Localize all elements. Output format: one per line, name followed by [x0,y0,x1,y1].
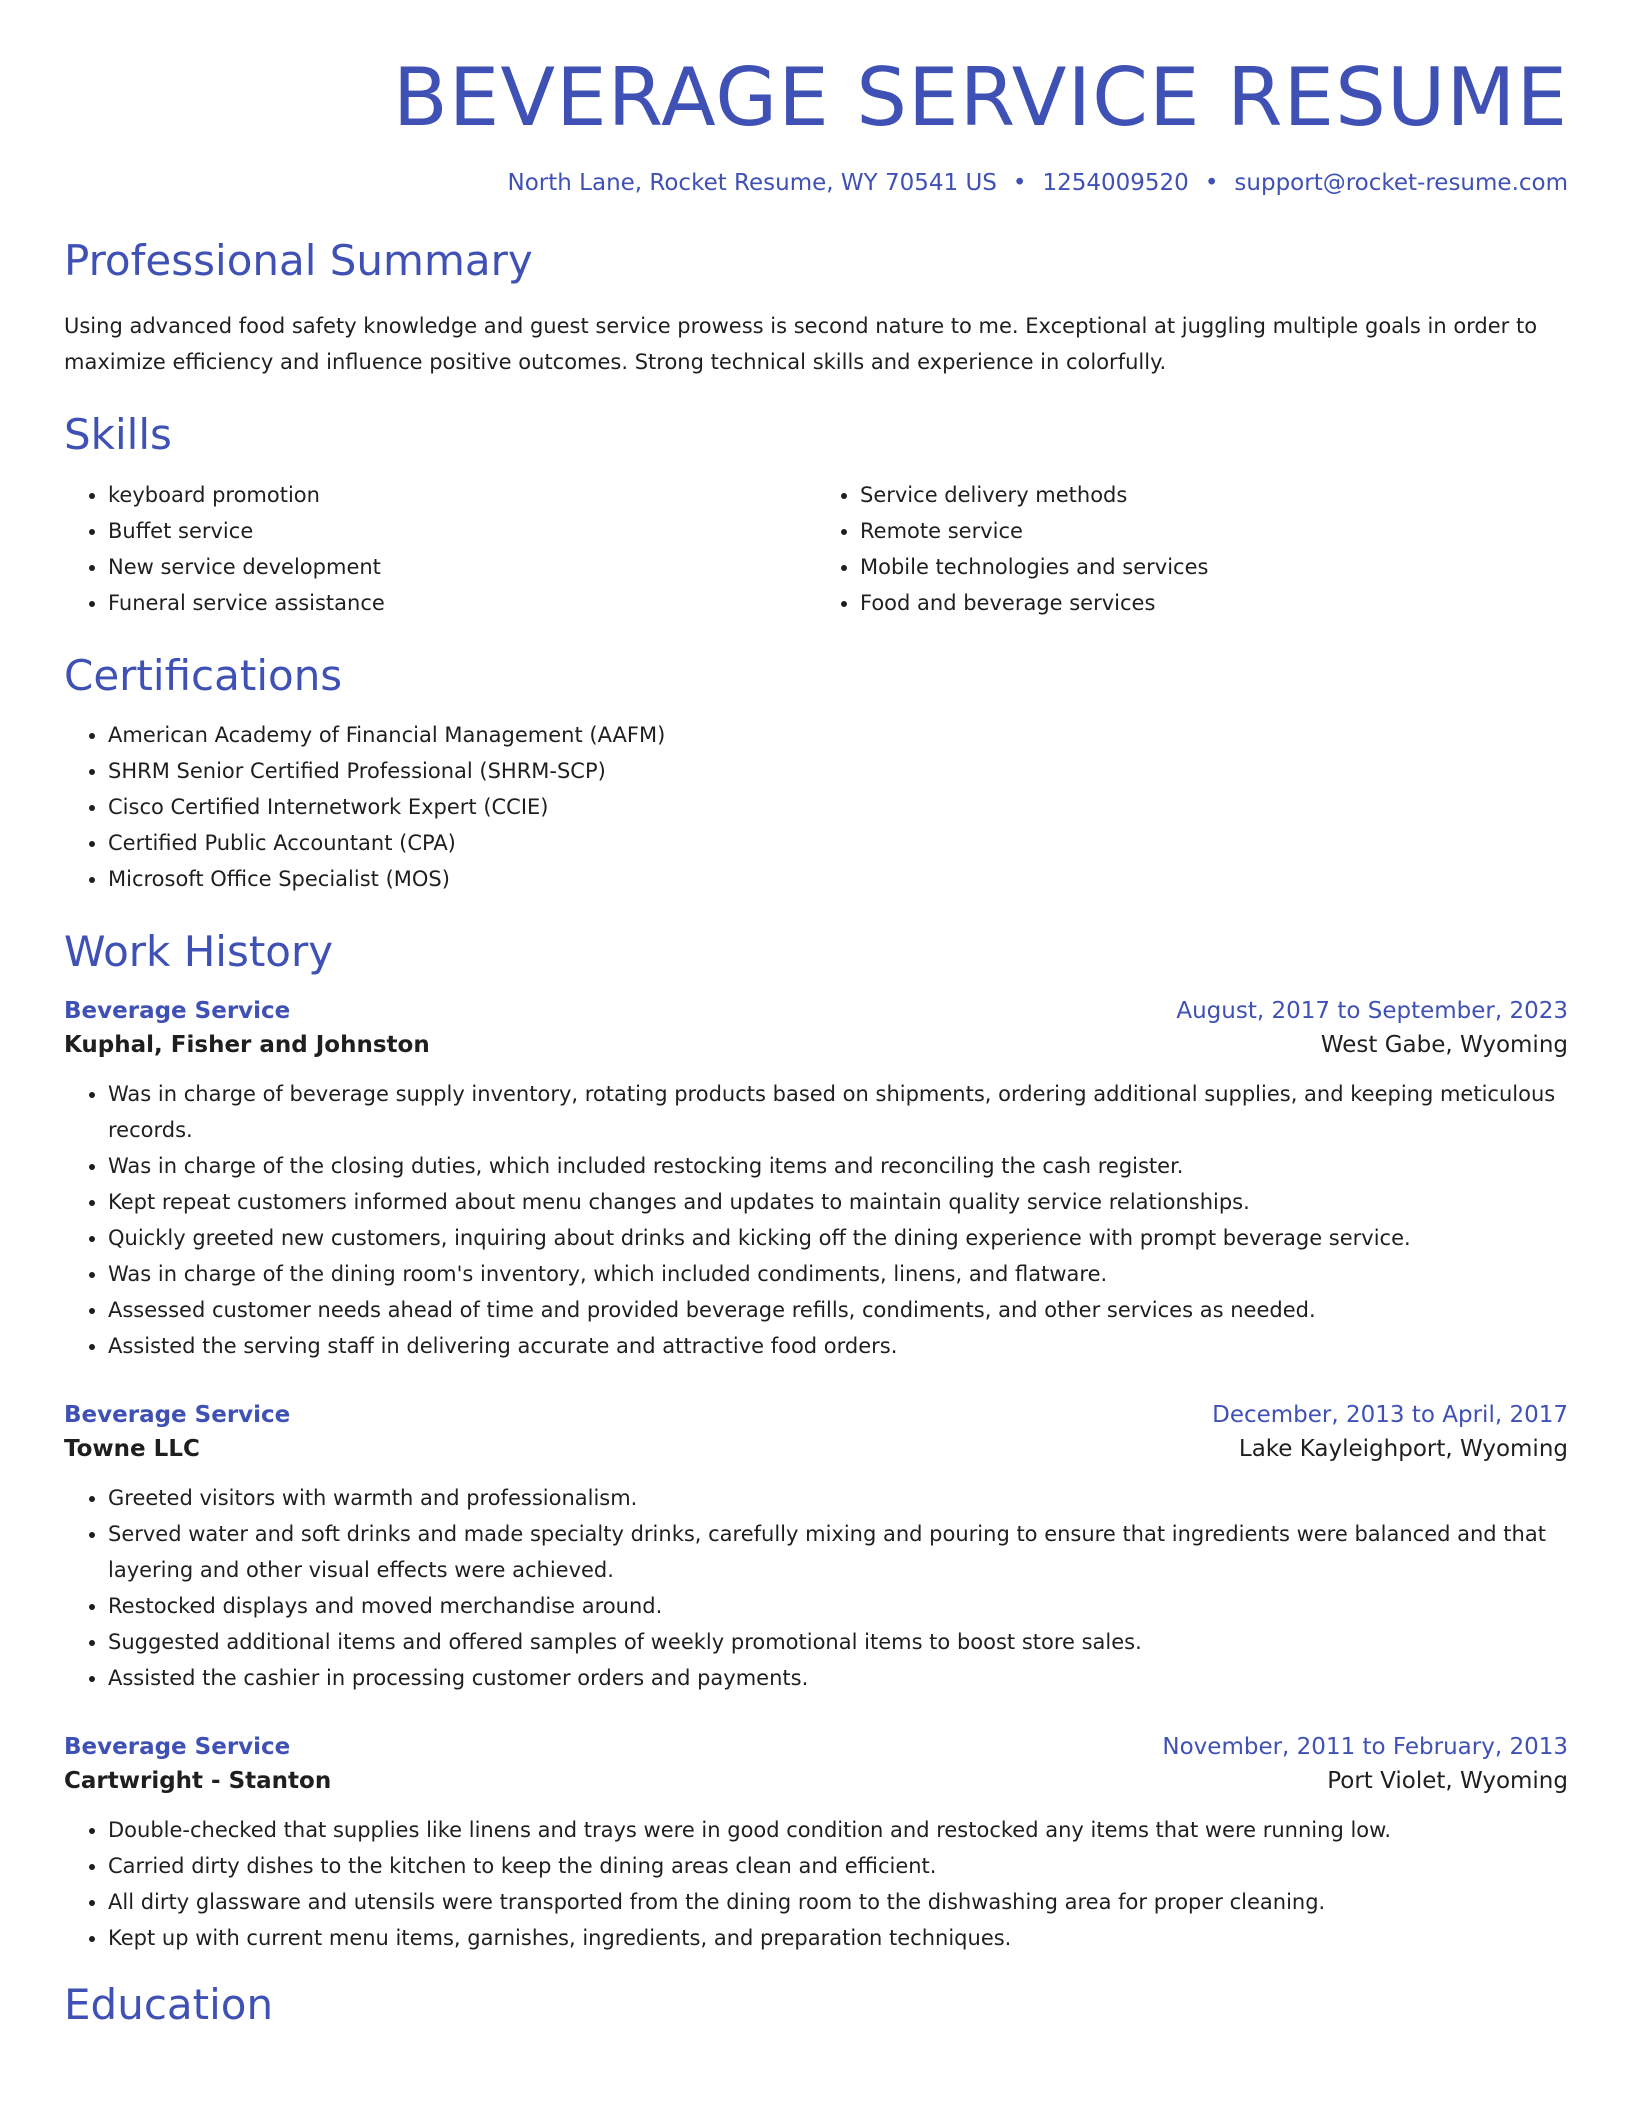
contact-separator: • [1012,170,1027,196]
education-heading: Education [64,1979,274,2029]
job-bullet: • Assisted the serving staff in delivering accurate and attractive food orders. [108,1328,1568,1364]
certification-item: • Microsoft Office Specialist (MOS) [108,861,1568,897]
job-bullet: • Restocked displays and moved merchandise around. [108,1588,1568,1624]
certification-item: • SHRM Senior Certified Professional (SHRM-SCP) [108,753,1568,789]
job-bullet: • Suggested additional items and offered samples of weekly promotional items to boost store sales. [108,1624,1568,1660]
resume-header [64,0,1568,196]
job-bullet: • Assessed customer needs ahead of time and provided beverage refills, condiments, and other services as needed. [108,1292,1568,1328]
job-title: Beverage Service [64,997,291,1024]
job-company: Kuphal, Fisher and Johnston [64,1031,430,1058]
skill-item: • Funeral service assistance [108,585,816,621]
job-location: Lake Kayleighport, Wyoming [1238,1435,1568,1462]
skill-item: • Service delivery methods [860,477,1568,513]
skills-list-right [816,477,1568,621]
skill-item: • Remote service [860,513,1568,549]
job-bullets [64,1076,1568,1364]
certification-item: • American Academy of Financial Management (AAFM) [108,717,1568,753]
job-bullet: • Quickly greeted new customers, inquiring about drinks and kicking off the dining experience with prompt beverage service. [108,1220,1568,1256]
contact-line [64,170,1568,196]
contact-address: North Lane, Rocket Resume, WY 70541 US [507,170,997,196]
skills-heading: Skills [64,410,172,460]
summary-text: Using advanced food safety knowledge and guest service prowess is second nature to me. Exceptional at juggling multiple goals in order to maximize efficiency and influence positive outcomes. Strong technical skills and experience in colorfully. [64,314,1538,375]
job-title: Beverage Service [64,1401,291,1428]
skill-item: • Food and beverage services [860,585,1568,621]
education-section [64,1980,1568,2030]
contact-separator: • [1204,170,1219,196]
skills-section [64,410,1568,620]
certifications-section [64,651,1568,897]
skill-item: • keyboard promotion [108,477,816,513]
job-bullet: • Double-checked that supplies like linens and trays were in good condition and restocked any items that were running low. [108,1812,1568,1848]
job-title-row [64,1734,1568,1760]
job-location: Port Violet, Wyoming [1327,1767,1568,1794]
job-bullet: • Served water and soft drinks and made specialty drinks, carefully mixing and pouring to ensure that ingredients were balanced and that layering and other visual effects were achieved. [108,1516,1568,1588]
contact-email[interactable]: support@rocket-resume.com [1234,170,1568,196]
job-dates: August, 2017 to September, 2023 [1176,997,1568,1024]
job-bullet: • Carried dirty dishes to the kitchen to keep the dining areas clean and efficient. [108,1848,1568,1884]
certification-item: • Certified Public Accountant (CPA) [108,825,1568,861]
job-bullet: • Kept repeat customers informed about menu changes and updates to maintain quality service relationships. [108,1184,1568,1220]
job-entry [64,1734,1568,1956]
resume-title: BEVERAGE SERVICE RESUME [392,51,1568,144]
job-bullet: • Assisted the cashier in processing customer orders and payments. [108,1660,1568,1696]
job-title-row [64,998,1568,1024]
job-bullet: • Greeted visitors with warmth and professionalism. [108,1480,1568,1516]
summary-heading: Professional Summary [64,236,533,285]
skills-list-left [64,477,816,621]
work-history-section [64,927,1568,1955]
job-title: Beverage Service [64,1733,291,1760]
skill-item: • Buffet service [108,513,816,549]
certifications-heading: Certifications [64,650,343,700]
job-bullets [64,1812,1568,1956]
job-entry [64,998,1568,1364]
job-company: Cartwright - Stanton [64,1767,332,1794]
job-location: West Gabe, Wyoming [1320,1031,1568,1058]
job-dates: December, 2013 to April, 2017 [1212,1401,1568,1428]
job-company: Towne LLC [64,1435,200,1462]
job-company-row [64,1032,1568,1058]
skill-item: • Mobile technologies and services [860,549,1568,585]
summary-section [64,236,1568,380]
job-entry [64,1402,1568,1696]
job-bullet: • All dirty glassware and utensils were transported from the dining room to the dishwashing area for proper cleaning. [108,1884,1568,1920]
job-company-row [64,1436,1568,1462]
certification-item: • Cisco Certified Internetwork Expert (CCIE) [108,789,1568,825]
job-bullets [64,1480,1568,1696]
certifications-list [64,717,1568,897]
job-bullet: • Kept up with current menu items, garnishes, ingredients, and preparation techniques. [108,1920,1568,1956]
job-company-row [64,1768,1568,1794]
job-dates: November, 2011 to February, 2013 [1162,1733,1568,1760]
job-bullet: • Was in charge of beverage supply inventory, rotating products based on shipments, ordering additional supplies, and keeping meticulous records. [108,1076,1568,1148]
job-bullet: • Was in charge of the dining room's inventory, which included condiments, linens, and flatware. [108,1256,1568,1292]
job-bullet: • Was in charge of the closing duties, which included restocking items and reconciling the cash register. [108,1148,1568,1184]
skills-columns [64,461,1568,621]
job-title-row [64,1402,1568,1428]
skill-item: • New service development [108,549,816,585]
work-history-heading: Work History [64,927,334,977]
contact-phone: 1254009520 [1042,170,1189,196]
